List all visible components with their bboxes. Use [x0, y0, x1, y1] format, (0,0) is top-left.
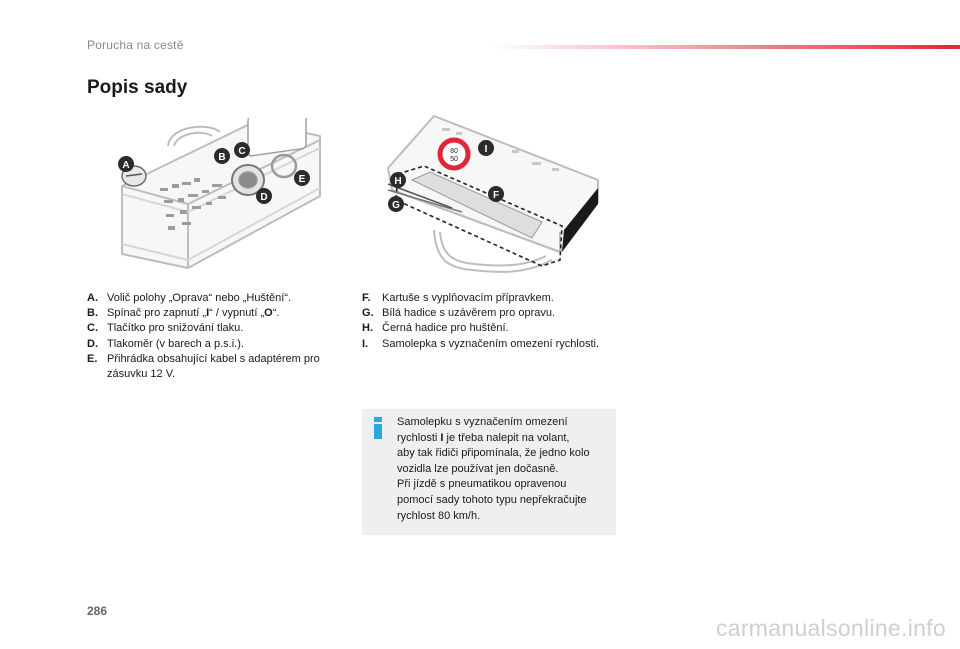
text-run: Spínač pro zapnutí „: [107, 307, 207, 320]
text-run: Tlačítko pro snižování tlaku.: [107, 322, 244, 335]
compressor-illustration: [108, 118, 330, 278]
item-key: G.: [362, 307, 374, 320]
callout-b-label: B: [218, 152, 226, 163]
item-text: [107, 352, 337, 382]
page-number: 286: [87, 604, 108, 618]
callout-h-label: H: [394, 176, 402, 187]
item-key: I.: [362, 337, 369, 350]
text-run: rychlosti: [397, 431, 441, 444]
text-run: Při jízdě s pneumatikou opravenou: [397, 478, 567, 491]
text-run: Bílá hadice s uzávěrem pro opravu.: [382, 307, 556, 320]
emphasis-text: I: [206, 307, 210, 320]
text-run: “.: [272, 307, 280, 320]
emphasis-text: O: [264, 307, 273, 320]
text-run: je třeba nalepit na volant,: [443, 431, 570, 444]
text-run: Černá hadice pro huštění.: [382, 322, 509, 335]
item-text: [382, 321, 612, 336]
list-item: [87, 321, 337, 336]
watermark: carmanualsonline.info: [715, 615, 946, 641]
note-line: [397, 477, 611, 493]
text-run: vozidla lze používat jen dočasně.: [397, 462, 559, 475]
item-text: [107, 306, 337, 321]
item-key: E.: [87, 352, 98, 365]
callout-e-label: E: [298, 174, 306, 185]
list-item: [87, 306, 337, 321]
text-run: Samolepka s vyznačením omezení rychlosti.: [382, 337, 600, 350]
callout-f-label: F: [492, 190, 500, 201]
note-line: [397, 509, 611, 525]
kit-underside-illustration: [382, 110, 604, 282]
text-run: rychlost 80 km/h.: [397, 509, 481, 522]
text-run: Volič polohy „Oprava“ nebo „Huštění“.: [107, 292, 292, 304]
item-key: C.: [87, 322, 98, 335]
note-line: [397, 462, 611, 478]
item-text: [382, 306, 612, 321]
callout-i-label: I: [484, 144, 488, 155]
section-title: Popis sady: [87, 77, 188, 98]
text-run: Tlakoměr (v barech a p.s.i.).: [107, 337, 244, 350]
item-text: [382, 337, 612, 352]
note-line: [397, 431, 611, 447]
item-key: F.: [362, 292, 371, 304]
header-accent-line: [490, 45, 960, 49]
info-note: [362, 409, 616, 535]
list-item: [362, 321, 612, 336]
item-key: A.: [87, 292, 98, 304]
text-run: aby tak řidiči připomínala, že jedno kolo: [397, 447, 590, 460]
list-item: [362, 306, 612, 321]
item-text: [107, 291, 337, 306]
speed-sign-bottom: 50: [450, 156, 458, 163]
emphasis-text: I: [440, 431, 444, 444]
text-run: “ / vypnutí „: [209, 307, 265, 320]
text-run: pomocí sady tohoto typu nepřekračujte: [397, 493, 587, 506]
list-item: [362, 337, 612, 352]
note-line: [397, 415, 611, 431]
callout-c-label: C: [238, 146, 246, 157]
text-run: Samolepku s vyznačením omezení: [397, 416, 568, 428]
item-text: [107, 337, 337, 352]
speed-sign-top: 80: [450, 148, 458, 155]
callout-a-label: A: [122, 160, 130, 171]
component-list-right: [362, 291, 612, 352]
item-key: B.: [87, 307, 98, 320]
item-key: D.: [87, 337, 98, 350]
component-list-left: [87, 291, 337, 382]
item-text: [107, 321, 337, 336]
list-item: [87, 337, 337, 352]
callout-g-label: G: [392, 200, 400, 211]
chapter-title: Porucha na cestě: [87, 38, 184, 52]
note-line: [397, 446, 611, 462]
list-item: [87, 291, 337, 306]
item-text: [382, 291, 612, 306]
list-item: [362, 291, 612, 306]
callout-d-label: D: [260, 192, 268, 203]
note-line: [397, 493, 611, 509]
item-key: H.: [362, 322, 373, 335]
note-text: [397, 415, 611, 524]
text-run: Přihrádka obsahující kabel s adaptérem pro zásuvku 12 V.: [107, 352, 320, 381]
text-run: Kartuše s vyplňovacím přípravkem.: [382, 292, 554, 304]
info-icon: [371, 417, 385, 439]
list-item: [87, 352, 337, 382]
